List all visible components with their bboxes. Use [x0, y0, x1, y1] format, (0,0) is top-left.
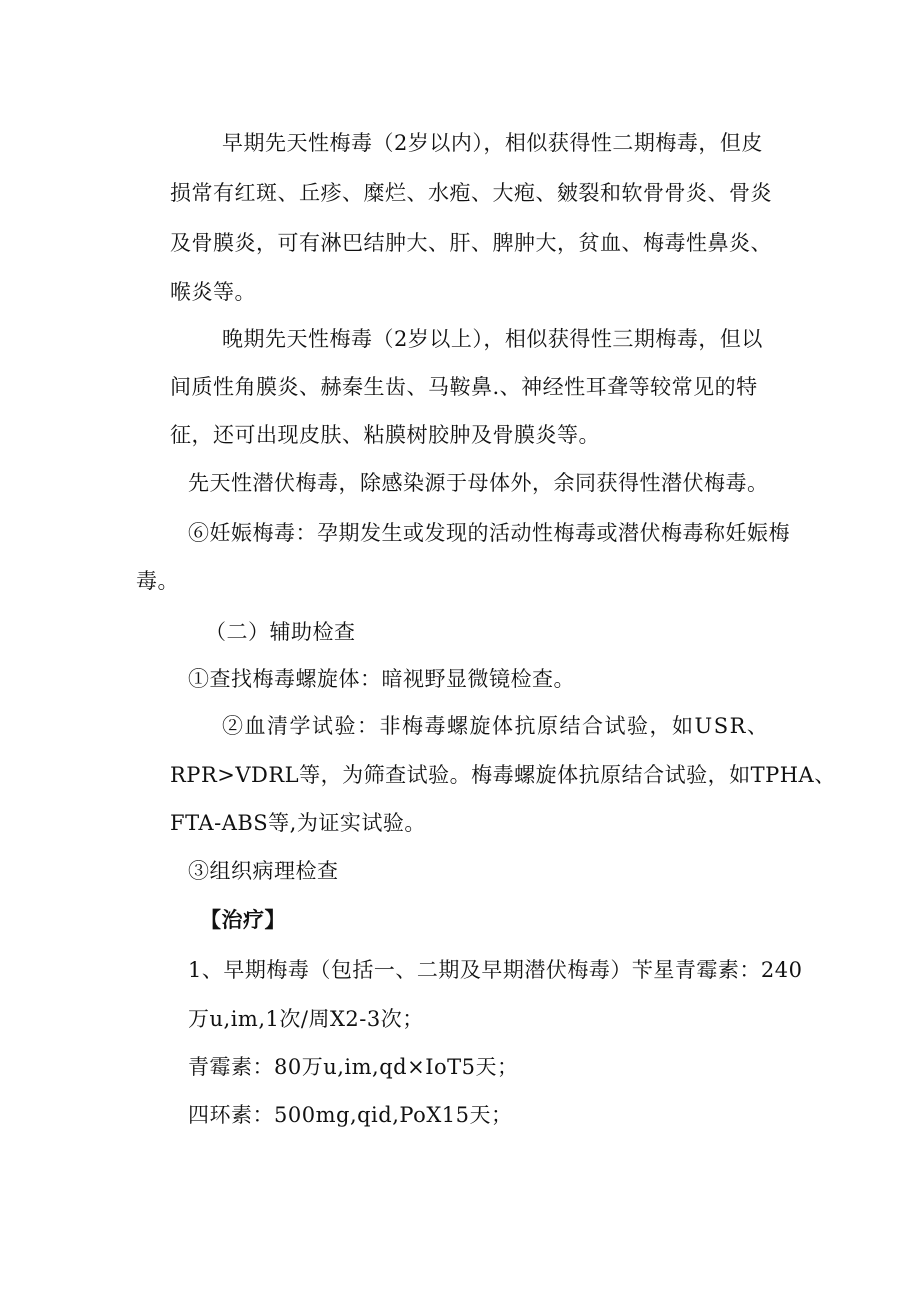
- paragraph-line: RPR>VDRL等，为筛查试验。梅毒螺旋体抗原结合试验，如TPHA、: [170, 763, 836, 787]
- paragraph-line: 早期先天性梅毒（2岁以内），相似获得性二期梅毒，但皮: [222, 131, 763, 155]
- list-item: ②血清学试验：非梅毒螺旋体抗原结合试验，如USR、: [222, 714, 770, 738]
- paragraph-line: ⑥妊娠梅毒：孕期发生或发现的活动性梅毒或潜伏梅毒称妊娠梅: [188, 521, 790, 545]
- section-heading: （二）辅助检查: [205, 620, 356, 644]
- paragraph-line: 及骨膜炎，可有淋巴结肿大、肝、脾肿大，贫血、梅毒性鼻炎、: [170, 231, 772, 255]
- paragraph-line: 四环素：500mg,qid,PoX15天；: [188, 1103, 513, 1127]
- paragraph-line: 万u,im,1次/周X2-3次；: [188, 1007, 424, 1031]
- paragraph-line: 间质性角膜炎、赫秦生齿、马鞍鼻.、神经性耳聋等较常见的特: [170, 375, 758, 399]
- paragraph-line: 喉炎等。: [170, 280, 256, 304]
- list-item: ①查找梅毒螺旋体：暗视野显微镜检查。: [188, 667, 575, 691]
- paragraph-line: FTA-ABS等,为证实试验。: [170, 811, 426, 835]
- paragraph-line: 晚期先天性梅毒（2岁以上），相似获得性三期梅毒，但以: [222, 327, 763, 351]
- paragraph-line: 毒。: [136, 569, 179, 593]
- treatment-heading: 【治疗】: [200, 907, 286, 932]
- list-item: 1、早期梅毒（包括一、二期及早期潜伏梅毒）苄星青霉素：240: [188, 958, 803, 982]
- list-item: ③组织病理检查: [188, 859, 339, 883]
- paragraph-line: 征，还可出现皮肤、粘膜树胶肿及骨膜炎等。: [170, 423, 600, 447]
- paragraph-line: 青霉素：80万u,im,qd×IoT5天；: [188, 1055, 519, 1079]
- paragraph-line: 先天性潜伏梅毒，除感染源于母体外，余同获得性潜伏梅毒。: [188, 471, 769, 495]
- paragraph-line: 损常有红斑、丘疹、糜烂、水疱、大疱、皴裂和软骨骨炎、骨炎: [170, 181, 772, 205]
